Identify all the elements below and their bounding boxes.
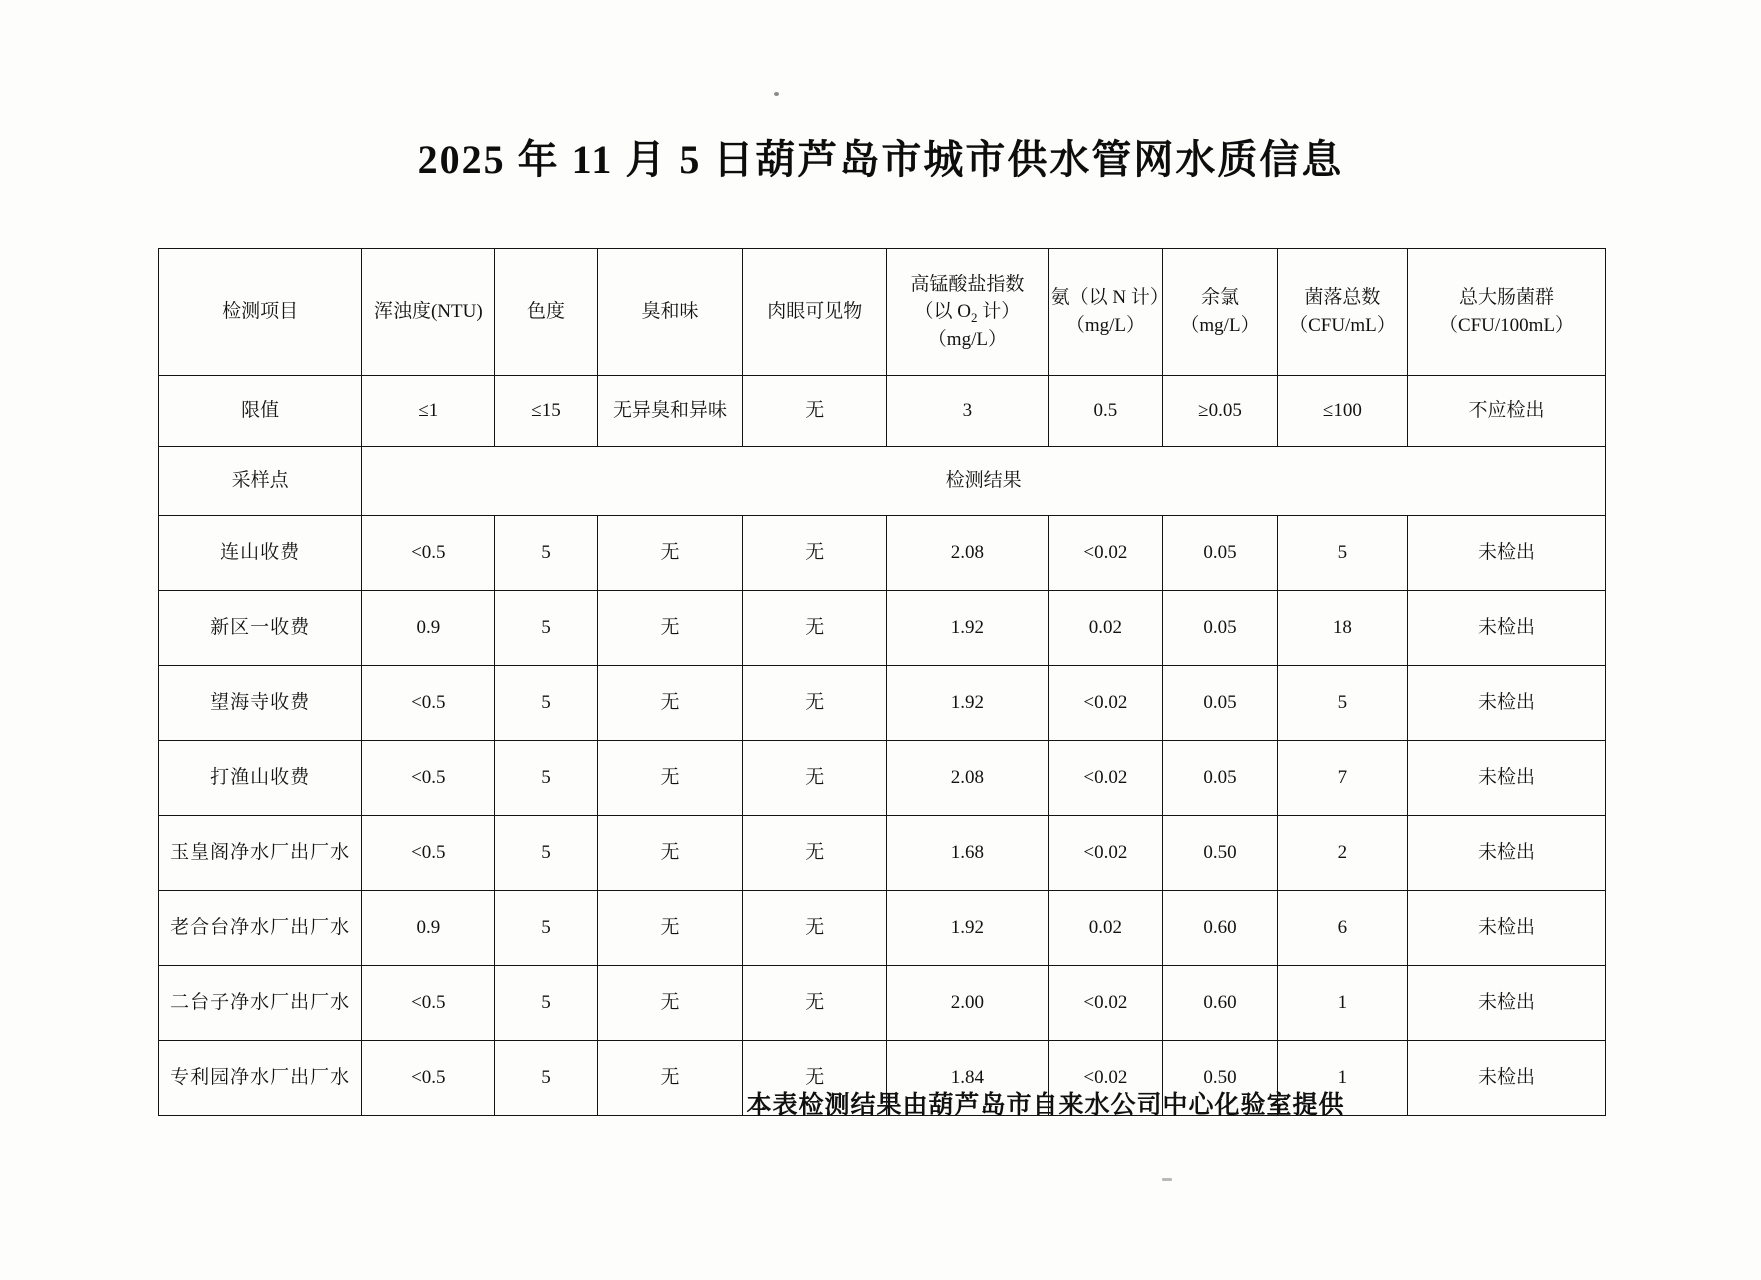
- cell-chlorine: 0.50: [1163, 1041, 1278, 1116]
- cell-chroma: 5: [495, 891, 597, 966]
- cell-odor: 无: [597, 1041, 743, 1116]
- cell-visible: 无: [743, 666, 887, 741]
- table-row: [159, 816, 1606, 891]
- header-visible-matter: [743, 249, 887, 376]
- cell-chroma: 5: [495, 591, 597, 666]
- limit-permanganate: 3: [887, 376, 1048, 447]
- cell-colony: 2: [1277, 816, 1407, 891]
- header-chroma-line: 色度: [527, 301, 566, 323]
- cell-turbidity: <0.5: [362, 1041, 495, 1116]
- table-row: [159, 516, 1606, 591]
- limit-label: 限值: [159, 376, 362, 447]
- header-visible-line: 肉眼可见物: [767, 301, 863, 323]
- cell-coliform: 未检出: [1408, 741, 1606, 816]
- table-row: [159, 741, 1606, 816]
- cell-visible: 无: [743, 591, 887, 666]
- cell-chroma: 5: [495, 666, 597, 741]
- cell-chroma: 5: [495, 516, 597, 591]
- cell-odor: 无: [597, 891, 743, 966]
- cell-permanganate: 1.92: [887, 891, 1048, 966]
- header-permanganate-line3: （mg/L）: [927, 328, 1007, 350]
- limit-coliform: 不应检出: [1408, 376, 1606, 447]
- cell-odor: 无: [597, 816, 743, 891]
- cell-coliform: 未检出: [1408, 666, 1606, 741]
- cell-turbidity: <0.5: [362, 741, 495, 816]
- cell-turbidity: <0.5: [362, 816, 495, 891]
- sample-point-name: 二台子净水厂出厂水: [159, 966, 362, 1041]
- permanganate-prefix: （以 O: [914, 301, 971, 323]
- cell-colony: 1: [1277, 1041, 1407, 1116]
- header-colony-line1: 菌落总数: [1304, 287, 1381, 309]
- table-header-row: [159, 249, 1606, 376]
- cell-coliform: 未检出: [1408, 966, 1606, 1041]
- test-result-label: 检测结果: [362, 447, 1606, 516]
- cell-odor: 无: [597, 591, 743, 666]
- table-row: [159, 891, 1606, 966]
- sample-point-name: 老合台净水厂出厂水: [159, 891, 362, 966]
- header-item: 检测项目: [159, 249, 362, 376]
- limit-visible: 无: [743, 376, 887, 447]
- sample-point-name: 专利园净水厂出厂水: [159, 1041, 362, 1116]
- sample-point-label: 采样点: [159, 447, 362, 516]
- cell-odor: 无: [597, 516, 743, 591]
- cell-turbidity: 0.9: [362, 891, 495, 966]
- permanganate-suffix: 计）: [977, 301, 1021, 323]
- cell-colony: 1: [1277, 966, 1407, 1041]
- limit-turbidity: ≤1: [362, 376, 495, 447]
- cell-turbidity: 0.9: [362, 591, 495, 666]
- cell-coliform: 未检出: [1408, 591, 1606, 666]
- cell-chlorine: 0.05: [1163, 591, 1278, 666]
- water-quality-table: [158, 248, 1606, 1116]
- cell-chlorine: 0.60: [1163, 891, 1278, 966]
- header-residual-chlorine: [1163, 249, 1278, 376]
- table-row: [159, 666, 1606, 741]
- header-coliform-line2: （CFU/100mL）: [1438, 315, 1575, 336]
- page-title: 2025 年 11 月 5 日葫芦岛市城市供水管网水质信息: [417, 137, 1344, 182]
- cell-ammonia: <0.02: [1048, 816, 1163, 891]
- cell-permanganate: 1.84: [887, 1041, 1048, 1116]
- cell-permanganate: 1.68: [887, 816, 1048, 891]
- cell-visible: 无: [743, 966, 887, 1041]
- cell-colony: 18: [1277, 591, 1407, 666]
- header-ammonia-line2: （mg/L）: [1065, 315, 1145, 336]
- limit-chlorine: ≥0.05: [1163, 376, 1278, 447]
- cell-permanganate: 1.92: [887, 591, 1048, 666]
- cell-chlorine: 0.60: [1163, 966, 1278, 1041]
- cell-permanganate: 2.00: [887, 966, 1048, 1041]
- permanganate-subscript: 2: [971, 310, 978, 326]
- sample-point-name: 连山收费: [159, 516, 362, 591]
- cell-permanganate: 2.08: [887, 516, 1048, 591]
- cell-visible: 无: [743, 741, 887, 816]
- cell-visible: 无: [743, 516, 887, 591]
- limit-colony: ≤100: [1277, 376, 1407, 447]
- scan-speck: [1162, 1178, 1172, 1181]
- header-ammonia-line1: 氨（以 N 计）: [1050, 287, 1169, 309]
- limit-odor: 无异臭和异味: [597, 376, 743, 447]
- sample-header-row: [159, 447, 1606, 516]
- cell-ammonia: <0.02: [1048, 666, 1163, 741]
- cell-ammonia: <0.02: [1048, 966, 1163, 1041]
- cell-odor: 无: [597, 666, 743, 741]
- header-odor: [597, 249, 743, 376]
- cell-ammonia: <0.02: [1048, 741, 1163, 816]
- limit-chroma: ≤15: [495, 376, 597, 447]
- cell-chroma: 5: [495, 741, 597, 816]
- table-row: [159, 966, 1606, 1041]
- header-colony-line2: （CFU/mL）: [1289, 315, 1396, 336]
- header-ammonia: [1048, 249, 1169, 376]
- header-chroma: [495, 249, 597, 376]
- cell-ammonia: 0.02: [1048, 891, 1163, 966]
- cell-colony: 5: [1277, 516, 1407, 591]
- cell-visible: 无: [743, 816, 887, 891]
- limit-row: [159, 376, 1606, 447]
- cell-chroma: 5: [495, 1041, 597, 1116]
- cell-turbidity: <0.5: [362, 966, 495, 1041]
- cell-chroma: 5: [495, 966, 597, 1041]
- cell-chlorine: 0.05: [1163, 516, 1278, 591]
- header-turbidity: [362, 249, 495, 376]
- sample-point-name: 打渔山收费: [159, 741, 362, 816]
- cell-permanganate: 1.92: [887, 666, 1048, 741]
- cell-coliform: 未检出: [1408, 1041, 1606, 1116]
- cell-turbidity: <0.5: [362, 516, 495, 591]
- header-permanganate-line1: 高锰酸盐指数: [910, 273, 1025, 295]
- cell-ammonia: <0.02: [1048, 516, 1163, 591]
- cell-coliform: 未检出: [1408, 516, 1606, 591]
- cell-coliform: 未检出: [1408, 891, 1606, 966]
- scan-speck: [774, 92, 779, 96]
- header-coliform-line1: 总大肠菌群: [1458, 287, 1554, 309]
- footer-note: 本表检测结果由葫芦岛市自来水公司中心化验室提供: [746, 1092, 1345, 1119]
- header-coliform: [1408, 249, 1606, 376]
- cell-odor: 无: [597, 741, 743, 816]
- header-chlorine-line2: （mg/L）: [1180, 315, 1260, 336]
- table-row: [159, 591, 1606, 666]
- cell-coliform: 未检出: [1408, 816, 1606, 891]
- header-odor-line: 臭和味: [641, 301, 699, 323]
- limit-ammonia: 0.5: [1048, 376, 1163, 447]
- sample-point-name: 望海寺收费: [159, 666, 362, 741]
- cell-visible: 无: [743, 1041, 887, 1116]
- cell-odor: 无: [597, 966, 743, 1041]
- cell-colony: 6: [1277, 891, 1407, 966]
- cell-visible: 无: [743, 891, 887, 966]
- cell-ammonia: <0.02: [1048, 1041, 1163, 1116]
- cell-chlorine: 0.05: [1163, 741, 1278, 816]
- cell-colony: 7: [1277, 741, 1407, 816]
- header-permanganate-line2: [889, 298, 1045, 326]
- header-chlorine-line1: 余氯: [1200, 287, 1239, 309]
- cell-permanganate: 2.08: [887, 741, 1048, 816]
- cell-turbidity: <0.5: [362, 666, 495, 741]
- cell-chroma: 5: [495, 816, 597, 891]
- header-turbidity-line: 浑浊度(NTU): [373, 301, 483, 323]
- header-permanganate-index: [887, 249, 1048, 376]
- cell-ammonia: 0.02: [1048, 591, 1163, 666]
- sample-point-name: 玉皇阁净水厂出厂水: [159, 816, 362, 891]
- sample-point-name: 新区一收费: [159, 591, 362, 666]
- cell-chlorine: 0.50: [1163, 816, 1278, 891]
- cell-chlorine: 0.05: [1163, 666, 1278, 741]
- cell-colony: 5: [1277, 666, 1407, 741]
- header-colony-count: [1277, 249, 1407, 376]
